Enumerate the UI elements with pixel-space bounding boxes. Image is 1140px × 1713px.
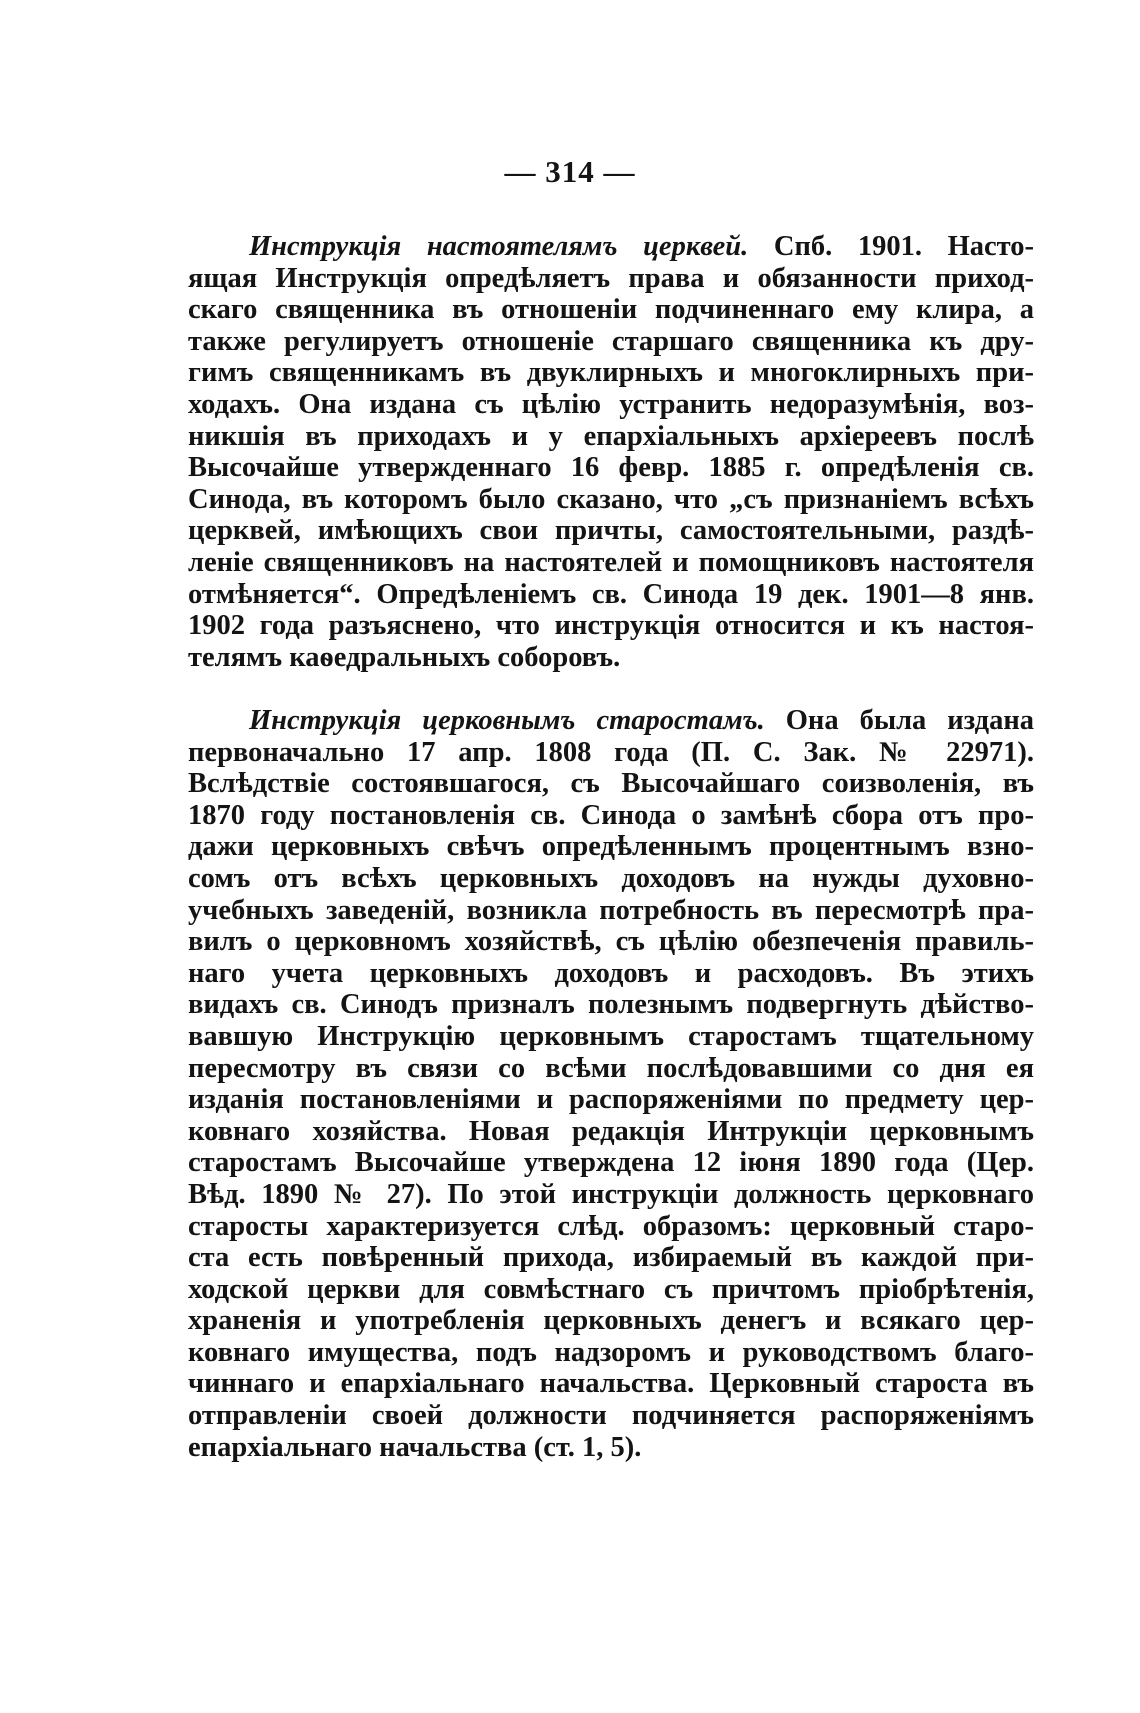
paragraph-title: Инструкція настоятелямъ церквей. [249, 231, 749, 262]
paragraph-line: изданія постановленіями и распоряженіями по предмету цер- [188, 1084, 1034, 1116]
paragraph-parish-priests-instruction [188, 231, 1034, 673]
paragraph-line: епархіальнаго начальства (ст. 1, 5). [188, 1431, 642, 1463]
paragraph-line: старосты характеризуется слѣд. образомъ: церковный старо- [188, 1210, 1034, 1242]
paragraph-line: первоначально 17 апр. 1808 года (П. С. Зак. № 22971). [188, 736, 1034, 768]
paragraph-line: ста есть повѣренный прихода, избираемый въ каждой при- [188, 1242, 1034, 1274]
paragraph-line: учебныхъ заведеній, возникла потребность въ пересмотрѣ пра- [188, 894, 1034, 926]
paragraph-line: леніе священниковъ на настоятелей и помощниковъ настоятеля [188, 546, 1034, 578]
paragraph-line: сомъ отъ всѣхъ церковныхъ доходовъ на нужды духовно- [188, 862, 1034, 894]
paragraph-line: церквей, имѣющихъ свои причты, самостоятельными, раздѣ- [188, 515, 1034, 547]
paragraph-line: видахъ св. Синодъ призналъ полезнымъ подвергнуть дѣйство- [188, 989, 1034, 1021]
paragraph-line: также регулируетъ отношеніе старшаго священника къ дру- [188, 325, 1034, 357]
paragraph-line: Вслѣдствіе состоявшагося, съ Высочайшаго соизволенія, въ [188, 768, 1034, 800]
paragraph-line: отправленіи своей должности подчиняется распоряженіямъ [188, 1400, 1034, 1432]
paragraph-line: дажи церковныхъ свѣчъ опредѣленнымъ процентнымъ взно- [188, 831, 1034, 863]
paragraph-text: Спб. 1901. Насто- [748, 231, 1034, 262]
paragraph-line: Синода, въ которомъ было сказано, что „съ признаніемъ всѣхъ [188, 483, 1034, 515]
paragraph-line: скаго священника въ отношеніи подчиненнаго ему клира, а [188, 294, 1034, 326]
paragraph-line: Вѣд. 1890 № 27). По этой инструкціи должность церковнаго [188, 1178, 1034, 1210]
paragraph-line: гимъ священникамъ въ двуклирныхъ и многоклирныхъ при- [188, 357, 1034, 389]
paragraph-line: ковнаго имущества, подъ надзоромъ и руководствомъ благо- [188, 1336, 1034, 1368]
paragraph-line: храненія и употребленія церковныхъ денегъ и всякаго цер- [188, 1305, 1034, 1337]
paragraph-line: никшія въ приходахъ и у епархіальныхъ архіереевъ послѣ [188, 420, 1034, 452]
paragraph-line: 1902 года разъяснено, что инструкція относится и къ настоя- [188, 610, 1034, 642]
page-number: — 314 — [504, 154, 636, 189]
paragraph-line: ковнаго хозяйства. Новая редакція Интрукціи церковнымъ [188, 1115, 1034, 1147]
paragraph-line: пересмотру въ связи со всѣми послѣдовавшими со дня ея [188, 1052, 1034, 1084]
paragraph-line: наго учета церковныхъ доходовъ и расходовъ. Въ этихъ [188, 957, 1034, 989]
paragraph-line [188, 231, 1034, 263]
paragraph-line: ходахъ. Она издана съ цѣлію устранить недоразумѣнія, воз- [188, 388, 1034, 420]
paragraph-line: Высочайше утвержденнаго 16 февр. 1885 г. опредѣленія св. [188, 452, 1034, 484]
paragraph-line: отмѣняется“. Опредѣленіемъ св. Синода 19 дек. 1901—8 янв. [188, 578, 1034, 610]
paragraph-text: Она была издана [764, 705, 1034, 736]
paragraph-line: старостамъ Высочайше утверждена 12 іюня 1890 года (Цер. [188, 1147, 1034, 1179]
paragraph-church-wardens-instruction [188, 705, 1034, 1463]
paragraph-title: Инструкція церковнымъ старостамъ. [249, 705, 765, 736]
paragraph-line: вилъ о церковномъ хозяйствѣ, съ цѣлію обезпеченія правиль- [188, 926, 1034, 958]
paragraph-line: вавшую Инструкцію церковнымъ старостамъ тщательному [188, 1020, 1034, 1052]
paragraph-line [188, 705, 1034, 737]
paragraph-line: ящая Инструкція опредѣляетъ права и обязанности приход- [188, 262, 1034, 294]
paragraph-line: телямъ каѳедральныхъ соборовъ. [188, 641, 621, 673]
paragraph-line: ходской церкви для совмѣстнаго съ причтомъ пріобрѣтенія, [188, 1273, 1034, 1305]
paragraph-line: чиннаго и епархіальнаго начальства. Церковный староста въ [188, 1368, 1034, 1400]
paragraph-line: 1870 году постановленія св. Синода о замѣнѣ сбора отъ про- [188, 799, 1034, 831]
